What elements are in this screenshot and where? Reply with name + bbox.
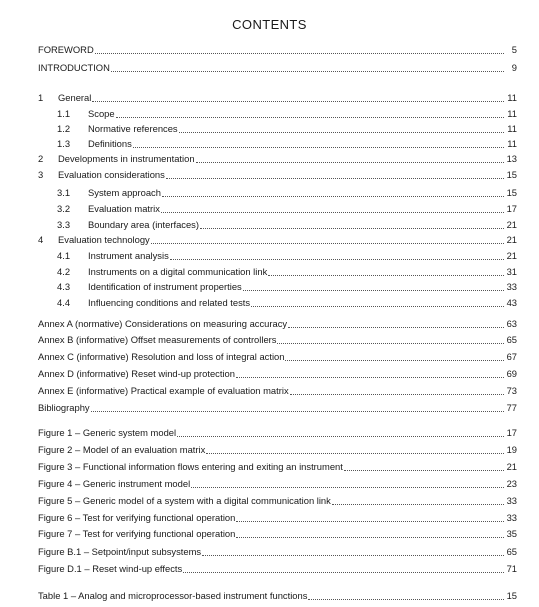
toc-entry[interactable] bbox=[38, 333, 517, 347]
toc-entry-page: 11 bbox=[507, 138, 517, 149]
toc-entry-number: 4.3 bbox=[57, 281, 71, 292]
toc-entry-page: 21 bbox=[506, 219, 517, 230]
toc-entry-page: 17 bbox=[506, 203, 517, 214]
toc-entry-number: 1.3 bbox=[57, 138, 71, 149]
toc-entry-page: 73 bbox=[506, 385, 517, 396]
toc-entry-title: General bbox=[58, 92, 92, 103]
toc-entry-title: Developments in instrumentation bbox=[58, 153, 195, 164]
toc-entry[interactable] bbox=[38, 494, 517, 508]
toc-leader-dots bbox=[170, 259, 504, 260]
toc-entry-number: 4.4 bbox=[57, 297, 71, 308]
toc-entry-title: Annex B (informative) Offset measurements of controllers bbox=[38, 334, 277, 345]
toc-entry-page: 33 bbox=[506, 512, 517, 523]
toc-entry[interactable] bbox=[38, 460, 517, 474]
toc-entry-page: 71 bbox=[506, 563, 517, 574]
toc-entry-page: 11 bbox=[507, 92, 517, 103]
toc-entry-title: Definitions bbox=[88, 138, 132, 149]
toc-entry-number: 1 bbox=[38, 92, 44, 103]
toc-entry-page: 11 bbox=[507, 108, 517, 119]
toc-entry-title: Annex C (informative) Resolution and loss of integral action bbox=[38, 351, 285, 362]
toc-entry-title: Bibliography bbox=[38, 402, 90, 413]
toc-leader-dots bbox=[236, 537, 504, 538]
toc-leader-dots bbox=[206, 453, 504, 454]
toc-entry-number: 4.1 bbox=[57, 250, 71, 261]
toc-leader-dots bbox=[179, 132, 504, 133]
toc-entry-page: 13 bbox=[506, 153, 517, 164]
toc-entry[interactable] bbox=[57, 280, 517, 294]
toc-entry-title: Scope bbox=[88, 108, 115, 119]
toc-leader-dots bbox=[183, 572, 504, 573]
toc-entry-title: Evaluation considerations bbox=[58, 169, 165, 180]
toc-entry-page: 11 bbox=[507, 123, 517, 134]
toc-entry-title: Influencing conditions and related tests bbox=[88, 297, 251, 308]
toc-leader-dots bbox=[95, 53, 504, 54]
toc-leader-dots bbox=[161, 212, 504, 213]
toc-entry-title: System approach bbox=[88, 187, 161, 198]
page-title: CONTENTS bbox=[232, 17, 307, 32]
toc-entry-title: FOREWORD bbox=[38, 44, 94, 55]
toc-entry[interactable] bbox=[57, 186, 517, 200]
toc-entry-page: 35 bbox=[506, 528, 517, 539]
toc-entry-title: Table 1 – Analog and microprocessor-based instrument functions bbox=[38, 590, 308, 601]
toc-entry-page: 31 bbox=[506, 266, 517, 277]
toc-entry[interactable] bbox=[38, 61, 517, 75]
toc-entry[interactable] bbox=[57, 296, 517, 310]
toc-leader-dots bbox=[251, 306, 504, 307]
toc-entry-title: Figure 5 – Generic model of a system with a digital communication link bbox=[38, 495, 331, 506]
toc-leader-dots bbox=[151, 243, 504, 244]
toc-entry[interactable] bbox=[38, 477, 517, 491]
toc-entry-title: Figure 1 – Generic system model bbox=[38, 427, 177, 438]
toc-leader-dots bbox=[91, 411, 504, 412]
toc-entry[interactable] bbox=[57, 249, 517, 263]
toc-entry[interactable] bbox=[57, 122, 517, 136]
toc-entry-title: Annex E (informative) Practical example of evaluation matrix bbox=[38, 385, 289, 396]
toc-entry-page: 65 bbox=[506, 334, 517, 345]
toc-entry-title: Evaluation matrix bbox=[88, 203, 160, 214]
toc-leader-dots bbox=[191, 487, 504, 488]
toc-leader-dots bbox=[177, 436, 504, 437]
toc-entry[interactable] bbox=[38, 562, 517, 576]
toc-entry[interactable] bbox=[38, 168, 517, 182]
toc-leader-dots bbox=[166, 178, 504, 179]
toc-entry-number: 3.3 bbox=[57, 219, 71, 230]
toc-entry-title: INTRODUCTION bbox=[38, 62, 110, 73]
toc-entry-number: 4.2 bbox=[57, 266, 71, 277]
toc-entry-number: 3.2 bbox=[57, 203, 71, 214]
toc-entry-number: 2 bbox=[38, 153, 44, 164]
toc-entry-page: 5 bbox=[511, 44, 517, 55]
toc-entry[interactable] bbox=[38, 426, 517, 440]
toc-entry-number: 4 bbox=[38, 234, 44, 245]
toc-leader-dots bbox=[133, 147, 504, 148]
toc-leader-dots bbox=[116, 117, 504, 118]
toc-leader-dots bbox=[236, 521, 504, 522]
toc-entry-title: Annex D (informative) Reset wind-up protection bbox=[38, 368, 235, 379]
toc-entry-page: 19 bbox=[506, 444, 517, 455]
toc-entry-title: Figure 3 – Functional information flows entering and exiting an instrument bbox=[38, 461, 343, 472]
toc-leader-dots bbox=[196, 162, 504, 163]
toc-entry[interactable] bbox=[38, 401, 517, 415]
toc-entry[interactable] bbox=[38, 527, 517, 541]
toc-entry-page: 69 bbox=[506, 368, 517, 379]
toc-entry-page: 33 bbox=[506, 281, 517, 292]
toc-entry[interactable] bbox=[57, 202, 517, 216]
toc-entry-number: 1.1 bbox=[57, 108, 71, 119]
toc-entry-number: 3.1 bbox=[57, 187, 71, 198]
toc-entry-page: 65 bbox=[506, 546, 517, 557]
toc-leader-dots bbox=[290, 394, 504, 395]
toc-leader-dots bbox=[200, 228, 504, 229]
toc-entry[interactable] bbox=[57, 218, 517, 232]
toc-entry-title: Figure D.1 – Reset wind-up effects bbox=[38, 563, 183, 574]
toc-leader-dots bbox=[344, 470, 504, 471]
toc-leader-dots bbox=[243, 290, 504, 291]
toc-entry-title: Annex A (normative) Considerations on measuring accuracy bbox=[38, 318, 288, 329]
toc-leader-dots bbox=[268, 275, 504, 276]
toc-leader-dots bbox=[277, 343, 504, 344]
toc-entry-page: 15 bbox=[506, 590, 517, 601]
toc-entry-title: Evaluation technology bbox=[58, 234, 150, 245]
toc-entry-page: 63 bbox=[506, 318, 517, 329]
toc-entry-title: Figure 6 – Test for verifying functional operation bbox=[38, 512, 236, 523]
toc-entry-title: Figure B.1 – Setpoint/input subsystems bbox=[38, 546, 202, 557]
toc-entry-page: 15 bbox=[506, 187, 517, 198]
toc-leader-dots bbox=[162, 196, 504, 197]
toc-entry[interactable] bbox=[38, 367, 517, 381]
toc-entry-title: Normative references bbox=[88, 123, 178, 134]
toc-entry-page: 21 bbox=[506, 461, 517, 472]
toc-entry-title: Identification of instrument properties bbox=[88, 281, 242, 292]
toc-leader-dots bbox=[332, 504, 504, 505]
toc-entry-title: Figure 2 – Model of an evaluation matrix bbox=[38, 444, 206, 455]
toc-leader-dots bbox=[92, 101, 504, 102]
toc-entry-page: 43 bbox=[506, 297, 517, 308]
toc-entry-page: 33 bbox=[506, 495, 517, 506]
toc-entry[interactable] bbox=[57, 137, 517, 151]
toc-leader-dots bbox=[285, 360, 504, 361]
toc-entry[interactable] bbox=[38, 152, 517, 166]
toc-entry[interactable] bbox=[38, 511, 517, 525]
toc-entry-title: Figure 7 – Test for verifying functional operation bbox=[38, 528, 236, 539]
toc-entry-page: 67 bbox=[506, 351, 517, 362]
toc-entry-page: 9 bbox=[511, 62, 517, 73]
toc-entry-title: Boundary area (interfaces) bbox=[88, 219, 199, 230]
toc-entry[interactable] bbox=[38, 384, 517, 398]
toc-entry[interactable] bbox=[38, 545, 517, 559]
toc-leader-dots bbox=[111, 71, 504, 72]
toc-entry[interactable] bbox=[38, 91, 517, 105]
toc-entry[interactable] bbox=[38, 43, 517, 57]
toc-entry-page: 21 bbox=[506, 250, 517, 261]
toc-leader-dots bbox=[308, 599, 504, 600]
toc-entry-number: 1.2 bbox=[57, 123, 71, 134]
toc-entry-page: 23 bbox=[506, 478, 517, 489]
toc-entry-page: 17 bbox=[506, 427, 517, 438]
toc-entry[interactable] bbox=[38, 443, 517, 457]
toc-entry-page: 21 bbox=[506, 234, 517, 245]
toc-entry[interactable] bbox=[57, 265, 517, 279]
toc-entry[interactable] bbox=[38, 589, 517, 603]
toc-entry-page: 77 bbox=[506, 402, 517, 413]
toc-entry[interactable] bbox=[38, 350, 517, 364]
toc-leader-dots bbox=[202, 555, 504, 556]
toc-entry-title: Figure 4 – Generic instrument model bbox=[38, 478, 191, 489]
toc-entry-number: 3 bbox=[38, 169, 44, 180]
toc-leader-dots bbox=[288, 327, 504, 328]
toc-entry[interactable] bbox=[57, 107, 517, 121]
toc-entry-title: Instrument analysis bbox=[88, 250, 169, 261]
toc-entry-title: Instruments on a digital communication link bbox=[88, 266, 268, 277]
toc-leader-dots bbox=[236, 377, 504, 378]
toc-entry[interactable] bbox=[38, 233, 517, 247]
toc-entry-page: 15 bbox=[506, 169, 517, 180]
toc-entry[interactable] bbox=[38, 317, 517, 331]
